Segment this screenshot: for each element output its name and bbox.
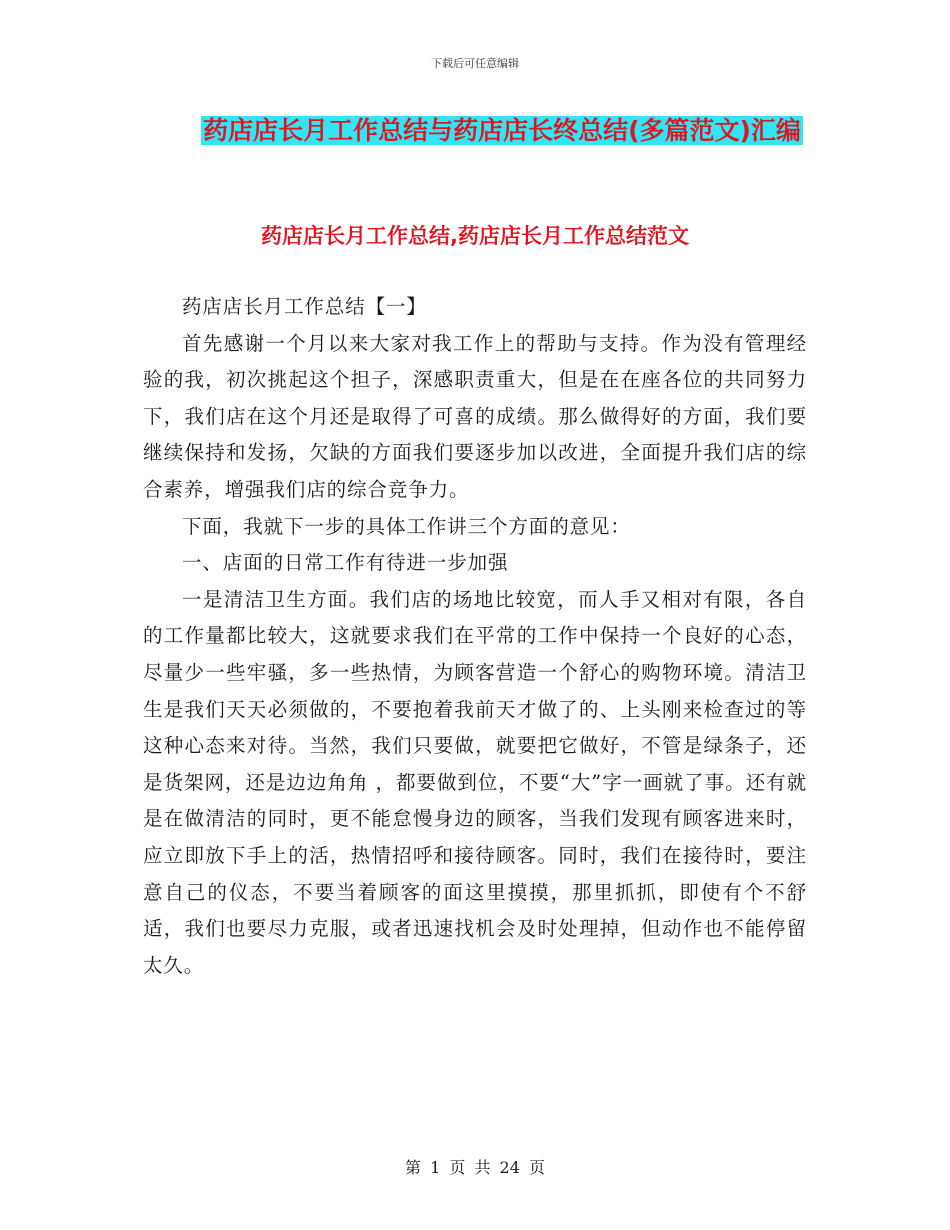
paragraph-heading: 药店店长月工作总结【一】 bbox=[182, 295, 427, 318]
section-title: 药店店长月工作总结,药店店长月工作总结范文 bbox=[261, 224, 689, 248]
paragraph-subheading: 一、店面的日常工作有待进一步加强 bbox=[182, 551, 509, 575]
paragraph: 首先感谢一个月以来大家对我工作上的帮助与支持。作为没有管理经验的我，初次挑起这个担子，深感职责重大，但是在在座各位的共同努力下，我们店在这个月还是取得了可喜的成绩。那么做得好的方面，我们要继续保持和发扬，欠缺的方面我们要逐步加以改进，全面提升我们店的综合素养，增强我们店的综合竞争力。 bbox=[143, 331, 807, 501]
document-title-highlight: 药店店长月工作总结与药店店长终总结(多篇范文)汇编 bbox=[203, 116, 801, 145]
document-body bbox=[143, 289, 807, 984]
paragraph: 一是清洁卫生方面。我们店的场地比较宽，而人手又相对有限，各自的工作量都比较大，这就要求我们在平常的工作中保持一个良好的心态，尽量少一些牢骚，多一些热情，为顾客营造一个舒心的购物环境。清洁卫生是我们天天必须做的，不要抱着我前天才做了的、上头刚来检查过的等这种心态来对待。当然，我们只要做，就要把它做好，不管是绿条子，还是货架网，还是边边角角 ，都要做到位，不要“大”字一画就了事。还有就是在做清洁的同时，更不能怠慢身边的顾客，当我们发现有顾客进来时，应立即放下手上的活，热情招呼和接待顾客。同时，我们在接待时，要注意自己的仪态，不要当着顾客的面这里摸摸，那里抓抓，即使有个不舒适，我们也要尽力克服，或者迅速找机会及时处理掉，但动作也不能停留太久。 bbox=[143, 587, 807, 977]
paragraph: 下面，我就下一步的具体工作讲三个方面的意见： bbox=[182, 514, 631, 538]
document-title bbox=[192, 108, 812, 154]
page-header: 下载后可任意编辑 bbox=[431, 57, 519, 70]
page-number-footer: 第 1 页 共 24 页 bbox=[405, 1158, 545, 1177]
